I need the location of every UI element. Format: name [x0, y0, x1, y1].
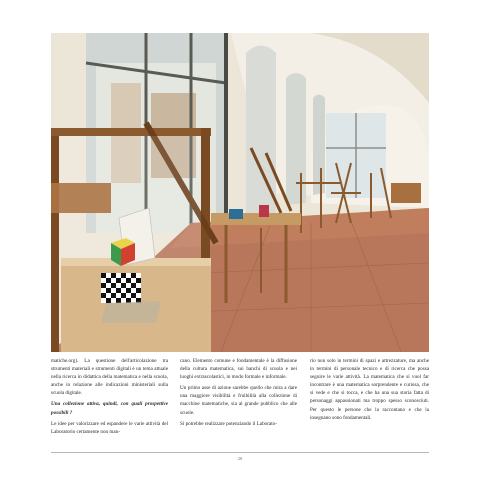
- section-question: Una collezione attiva, quindi, con quali prospettive possibili ?: [51, 401, 168, 416]
- paragraph: Le idee per valorizzare ed espandere le varie attività del Laboratorio certamente non man-: [51, 420, 168, 435]
- paragraph: Un primo asse di azione sarebbe quello che mira a dare una maggiore visibilità e fruibilità alla collezione di macchine matematiche, sia al grande pubblico che alle scuole.: [180, 385, 297, 416]
- paragraph: rio non solo in termini di spazi e attrezzature, ma anche in termini di personale tecnico e di ricerca che possa seguire le varie attività. La matematica che si vuol far incontrare è una matematica sorprendente e curiosa, che si vede e che si tocca, e che ha una sua storia fatta di personaggi appassionati ma troppo spesso sconosciuti. Per questo le persone che la raccontano e che la insegnano sono fondamentali.: [310, 358, 429, 421]
- footer-rule: [51, 452, 429, 453]
- text-column-3: [310, 357, 429, 425]
- paragraph: Si potrebbe realizzare potenziando il Laborato-: [180, 420, 277, 427]
- museum-corridor-photo: [51, 33, 429, 352]
- paragraph: matiche.org). La questione dell'articolazione tra strumenti materiali e strumenti digitali è un tema attuale nella ricerca in didattica della matematica e nella scuola, anche in relazione alle indicazioni ministeriali sulla scuola digitale.: [51, 358, 168, 397]
- page-number: 28: [237, 456, 243, 461]
- paragraph: cano. Elemento comune e fondamentale è la diffusione della cultura matematica, sui banchi di scuola e nei luoghi extrascolastici, in modo formale e informale.: [180, 358, 297, 381]
- text-column-2: [180, 357, 297, 431]
- body-text: [51, 357, 429, 453]
- text-column-1: [51, 357, 168, 439]
